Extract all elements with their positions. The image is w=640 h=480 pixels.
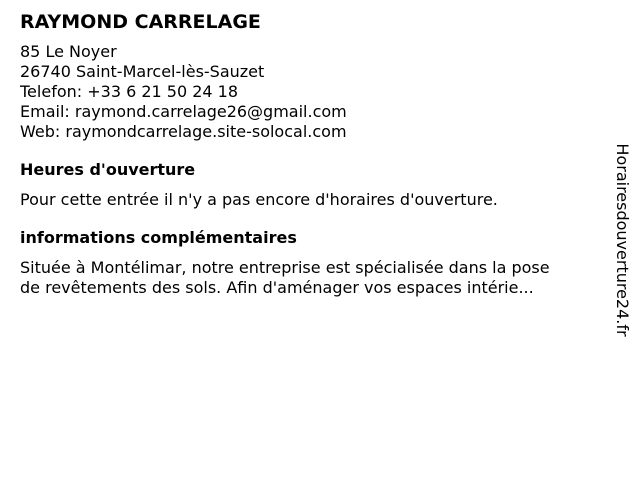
site-watermark: Horairesdouverture24.fr	[613, 143, 632, 337]
phone-line: Telefon: +33 6 21 50 24 18	[20, 82, 239, 101]
address-street: 85 Le Noyer	[20, 42, 117, 61]
address-city: 26740 Saint-Marcel-lès-Sauzet	[20, 62, 265, 81]
additional-info-text: Située à Montélimar, notre entreprise est spécialisée dans la pose de revêtements des sols. Afin d'aménager vos espaces intérie...	[20, 258, 550, 297]
website-line: Web: raymondcarrelage.site-solocal.com	[20, 122, 347, 141]
email-line: Email: raymond.carrelage26@gmail.com	[20, 102, 347, 121]
business-name: RAYMOND CARRELAGE	[20, 11, 261, 33]
business-card	[20, 10, 600, 298]
additional-info-heading: informations complémentaires	[20, 228, 297, 247]
opening-hours-heading: Heures d'ouverture	[20, 160, 196, 179]
opening-hours-text: Pour cette entrée il n'y a pas encore d'horaires d'ouverture.	[20, 190, 498, 209]
